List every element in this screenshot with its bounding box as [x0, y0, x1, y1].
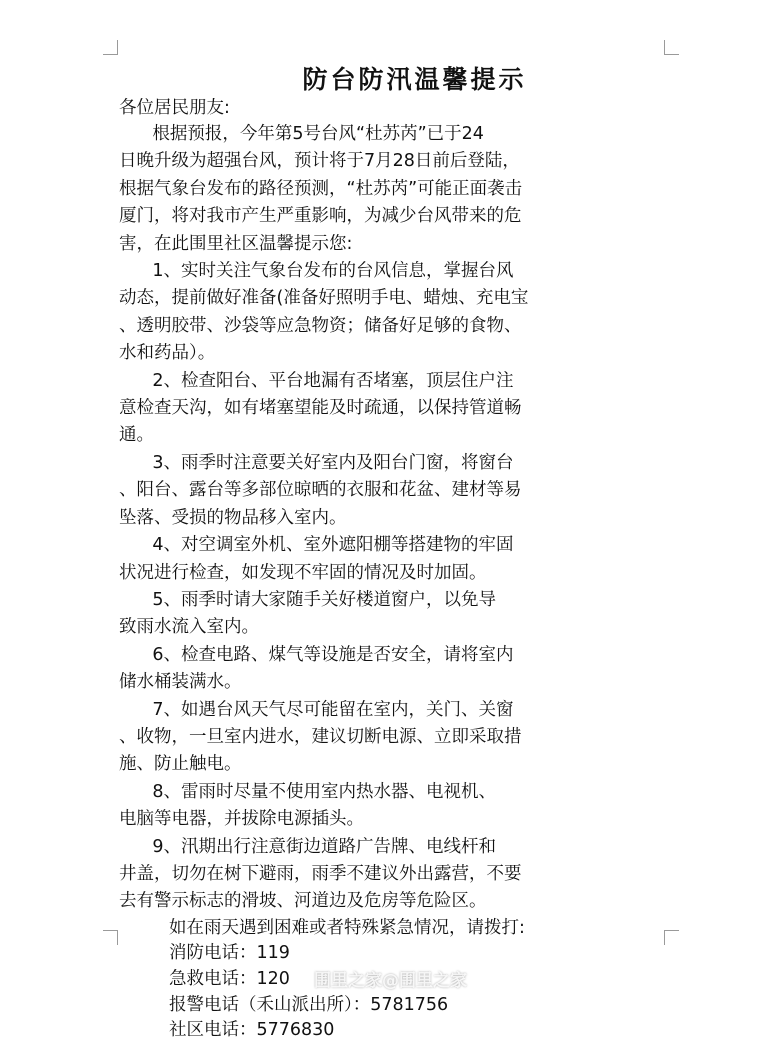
tip-6: 6、检查电路、煤气等设施是否安全，请将室内 储水桶装满水。: [119, 644, 514, 693]
crop-mark-top-left: [103, 40, 118, 55]
notice-title: 防台防汛温馨提示: [302, 65, 527, 94]
tip-3: 3、雨季时注意要关好室内及阳台门窗，将窗台 、阳台、露台等多部位晾晒的衣服和花盆、建材等易 坠落、受损的物品移入室内。: [119, 452, 522, 528]
tip-8: 8、雷雨时尽量不使用室内热水器、电视机、 电脑等电器，并拔除电源插头。: [119, 781, 497, 830]
contact-police: 报警电话（禾山派出所）：5781756: [169, 994, 449, 1015]
tip-2: 2、检查阳台、平台地漏有否堵塞，顶层住户注 意检查天沟，如有堵塞望能及时疏通，以保持管道畅 通。: [119, 370, 522, 446]
tip-9: 9、汛期出行注意街边道路广告牌、电线杆和 井盖，切勿在树下避雨，雨季不建议外出露营，不要 去有警示标志的滑坡、河道边及危房等危险区。: [119, 836, 522, 912]
crop-mark-top-right: [664, 40, 679, 55]
intro-paragraph: 根据预报，今年第5号台风“杜苏芮”已于24 日晚升级为超强台风，预计将于7月28日前后登陆， 根据气象台发布的路径预测，“杜苏芮”可能正面袭击 厦门，将对我市产生严重影响，为减少台风带来的危 害，在此围里社区温馨提示您:: [119, 124, 523, 254]
crop-mark-bottom-left: [103, 930, 118, 945]
notice-body: [119, 96, 664, 1044]
greeting: 各位居民朋友:: [119, 98, 230, 118]
tip-4: 4、对空调室外机、室外遮阳棚等搭建物的牢固 状况进行检查，如发现不牢固的情况及时加固。: [119, 535, 514, 583]
tip-7: 7、如遇台风天气尽可能留在室内，关门、关窗 、收物，一旦室内进水，建议切断电源、立即采取措 施、防止触电。: [119, 699, 522, 775]
tip-1: 1、实时关注气象台发布的台风信息，掌握台风 动态，提前做好准备(准备好照明手电、蜡烛、充电宝 、透明胶带、沙袋等应急物资；储备好足够的食物、 水和药品）。: [119, 261, 529, 364]
crop-mark-bottom-right: [664, 930, 679, 945]
contact-ambulance: 急救电话：120: [169, 968, 290, 989]
tip-5: 5、雨季时请大家随手关好楼道窗户，以免导 致雨水流入室内。: [119, 589, 497, 638]
contact-fire: 消防电话：119: [169, 943, 290, 964]
contact-intro: 如在雨天遇到困难或者特殊紧急情况，请拨打:: [169, 917, 525, 938]
contact-community: 社区电话：5776830: [169, 1020, 335, 1041]
watermark: 围里之家@围里之家: [314, 971, 467, 991]
